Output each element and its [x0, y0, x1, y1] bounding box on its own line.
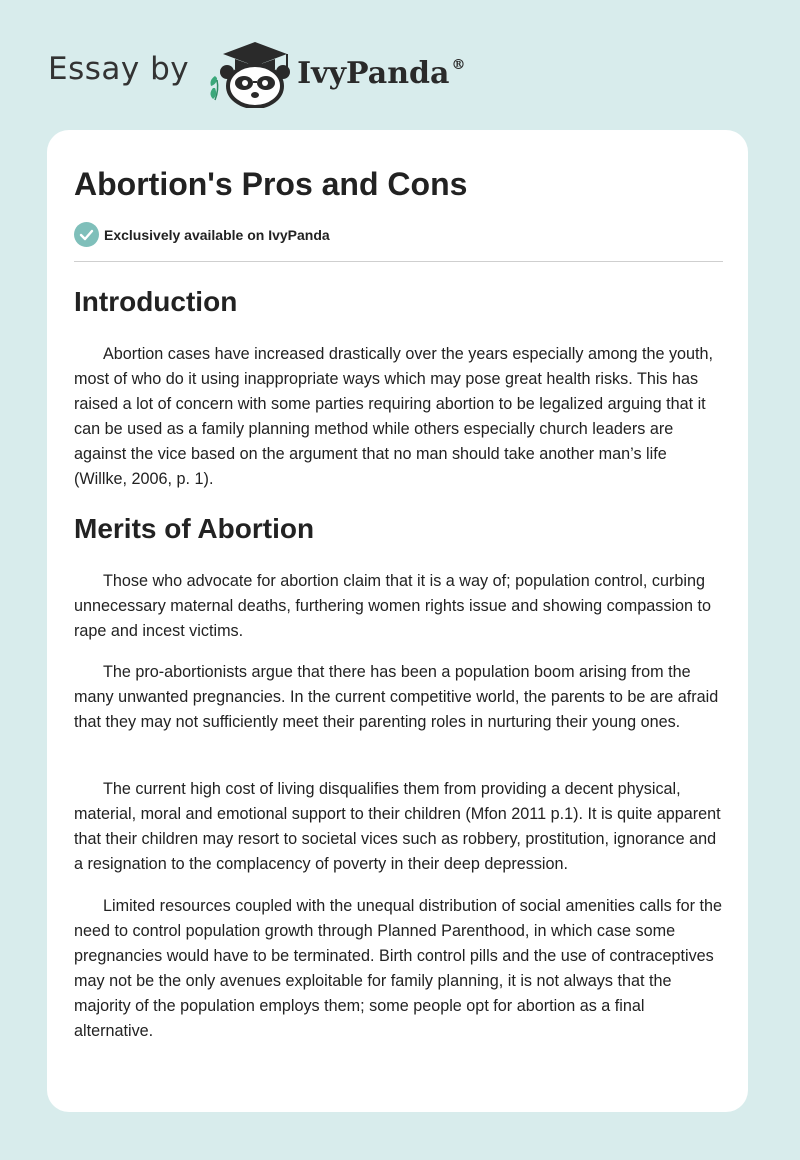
title-divider	[74, 261, 723, 262]
paragraph: Those who advocate for abortion claim that it is a way of; population control, curbing unnecessary maternal deaths, furthering women rights issue and showing compassion to rape and incest victims.	[74, 572, 712, 640]
registered-mark: ®	[451, 56, 466, 73]
exclusive-badge-label: Exclusively available on IvyPanda	[104, 226, 330, 243]
paragraph: The current high cost of living disqualifies them from providing a decent physical, material, moral and emotional support to their children (Mfon 2011 p.1). It is quite apparent that their children may resort to societal vices such as robbery, prostitution, ignorance and a resignation to the complacency of poverty in their deep depression.	[74, 780, 721, 873]
paragraph: Limited resources coupled with the unequal distribution of social amenities calls for the need to control population growth through Planned Parenthood, in which case some pregnancies would have to be terminated. Birth control pills and the use of contraceptives may not be the only avenues exploitable for family planning, it is not always that the majority of the population employs them; some people opt for abortion as a final alternative.	[74, 897, 723, 1040]
check-circle-icon	[74, 222, 99, 247]
page-title: Abortion's Pros and Cons	[74, 166, 468, 202]
section-heading-merits: Merits of Abortion	[74, 513, 315, 544]
essay-by-label: Essay by	[48, 51, 190, 87]
section-heading-introduction: Introduction	[74, 286, 238, 317]
paragraph: The pro-abortionists argue that there has been a population boom arising from the many unwanted pregnancies. In the current competitive world, the parents to be are afraid that they may not sufficiently meet their parenting roles in nurturing their young ones.	[74, 663, 719, 731]
exclusive-badge	[74, 222, 330, 247]
site-header	[48, 36, 465, 108]
essay-card	[47, 130, 748, 1112]
panda-logo-icon[interactable]	[203, 36, 293, 108]
brand-name[interactable]: IvyPanda ®	[297, 55, 466, 91]
paragraph: Abortion cases have increased drastically over the years especially among the youth, most of who do it using inappropriate ways which may pose great health risks. This has raised a lot of concern with some parties requiring abortion to be legalized arguing that it can be used as a family planning method while others especially church leaders are against the vice based on the argument that no man should take another man’s life (Willke, 2006, p. 1).	[74, 345, 714, 488]
